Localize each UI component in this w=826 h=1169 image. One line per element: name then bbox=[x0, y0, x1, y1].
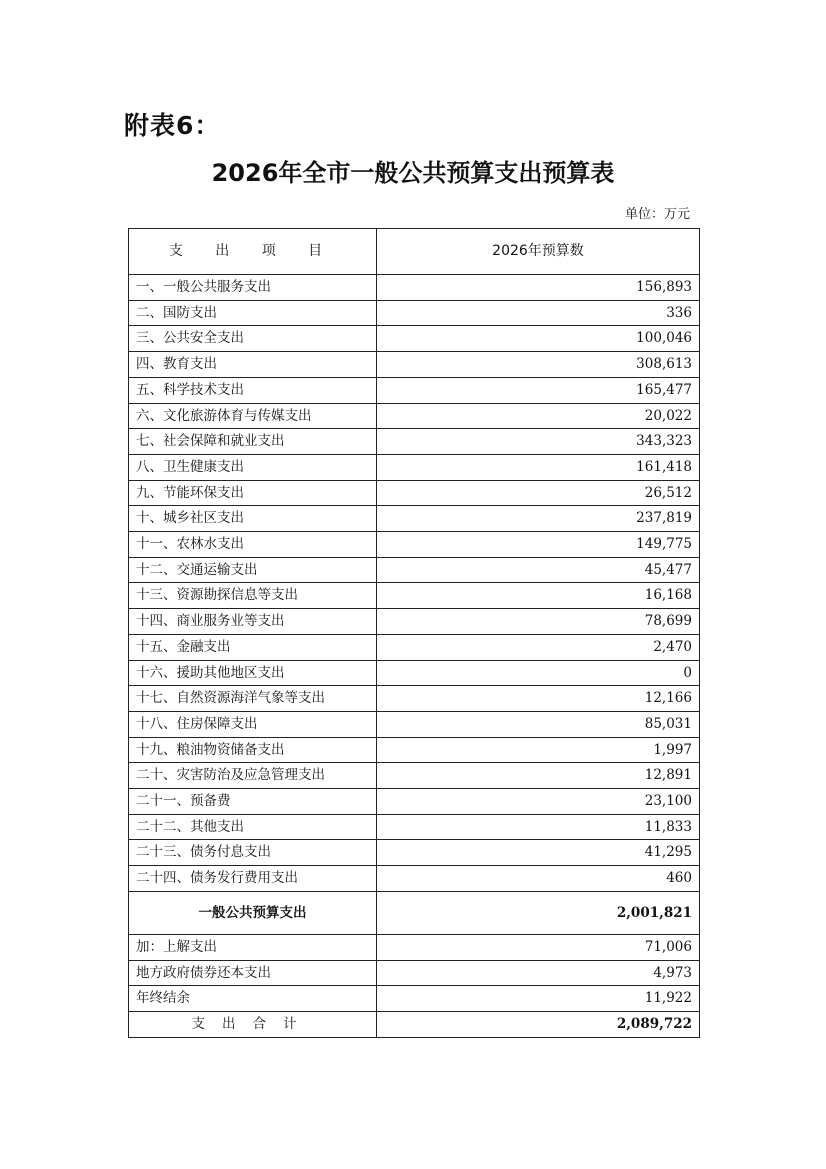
table-row bbox=[129, 506, 700, 532]
table-row bbox=[129, 737, 700, 763]
row-value: 26,512 bbox=[377, 480, 700, 506]
header-budget: 2026年预算数 bbox=[377, 229, 700, 275]
row-item: 十四、商业服务业等支出 bbox=[129, 609, 377, 635]
row-value: 85,031 bbox=[377, 711, 700, 737]
row-item: 十、城乡社区支出 bbox=[129, 506, 377, 532]
row-item: 八、卫生健康支出 bbox=[129, 454, 377, 480]
row-item: 十一、农林水支出 bbox=[129, 532, 377, 558]
header-item: 支 出 项 目 bbox=[129, 229, 377, 275]
row-item: 二十、灾害防治及应急管理支出 bbox=[129, 763, 377, 789]
table-row bbox=[129, 352, 700, 378]
row-item: 二、国防支出 bbox=[129, 300, 377, 326]
table-row bbox=[129, 480, 700, 506]
table-row bbox=[129, 763, 700, 789]
total-row bbox=[129, 1011, 700, 1037]
budget-table bbox=[128, 228, 700, 1038]
row-item: 五、科学技术支出 bbox=[129, 377, 377, 403]
subtotal-row bbox=[129, 891, 700, 934]
table-row bbox=[129, 557, 700, 583]
row-item: 十七、自然资源海洋气象等支出 bbox=[129, 686, 377, 712]
appendix-label: 附表6： bbox=[124, 111, 221, 140]
row-value: 1,997 bbox=[377, 737, 700, 763]
row-value: 308,613 bbox=[377, 352, 700, 378]
addition-value: 71,006 bbox=[377, 934, 700, 960]
row-value: 0 bbox=[377, 660, 700, 686]
addition-row bbox=[129, 934, 700, 960]
row-item: 一、一般公共服务支出 bbox=[129, 275, 377, 301]
row-item: 二十一、预备费 bbox=[129, 789, 377, 815]
row-item: 九、节能环保支出 bbox=[129, 480, 377, 506]
row-value: 16,168 bbox=[377, 583, 700, 609]
row-item: 二十四、债务发行费用支出 bbox=[129, 866, 377, 892]
table-body bbox=[129, 275, 700, 1038]
row-value: 20,022 bbox=[377, 403, 700, 429]
row-item: 三、公共安全支出 bbox=[129, 326, 377, 352]
row-value: 23,100 bbox=[377, 789, 700, 815]
table-row bbox=[129, 326, 700, 352]
addition-label: 年终结余 bbox=[129, 986, 377, 1012]
row-item: 十二、交通运输支出 bbox=[129, 557, 377, 583]
addition-row bbox=[129, 960, 700, 986]
table-row bbox=[129, 275, 700, 301]
row-value: 165,477 bbox=[377, 377, 700, 403]
table-row bbox=[129, 660, 700, 686]
row-value: 460 bbox=[377, 866, 700, 892]
row-value: 12,891 bbox=[377, 763, 700, 789]
row-value: 78,699 bbox=[377, 609, 700, 635]
table-row bbox=[129, 866, 700, 892]
row-value: 100,046 bbox=[377, 326, 700, 352]
table-row bbox=[129, 814, 700, 840]
addition-value: 11,922 bbox=[377, 986, 700, 1012]
table-row bbox=[129, 377, 700, 403]
table-row bbox=[129, 609, 700, 635]
row-value: 41,295 bbox=[377, 840, 700, 866]
table-row bbox=[129, 454, 700, 480]
row-item: 七、社会保障和就业支出 bbox=[129, 429, 377, 455]
table-row bbox=[129, 686, 700, 712]
row-item: 十九、粮油物资储备支出 bbox=[129, 737, 377, 763]
table-header-row bbox=[129, 229, 700, 275]
table-row bbox=[129, 789, 700, 815]
row-value: 156,893 bbox=[377, 275, 700, 301]
table-row bbox=[129, 583, 700, 609]
row-item: 十六、援助其他地区支出 bbox=[129, 660, 377, 686]
total-label: 支出合计 bbox=[129, 1011, 377, 1037]
row-item: 六、文化旅游体育与传媒支出 bbox=[129, 403, 377, 429]
row-item: 十八、住房保障支出 bbox=[129, 711, 377, 737]
unit-label: 单位：万元 bbox=[624, 207, 690, 222]
row-value: 343,323 bbox=[377, 429, 700, 455]
addition-row bbox=[129, 986, 700, 1012]
table-row bbox=[129, 403, 700, 429]
page-title: 2026年全市一般公共预算支出预算表 bbox=[211, 159, 615, 187]
subtotal-value: 2,001,821 bbox=[377, 891, 700, 934]
total-value: 2,089,722 bbox=[377, 1011, 700, 1037]
addition-label: 地方政府债券还本支出 bbox=[129, 960, 377, 986]
row-value: 149,775 bbox=[377, 532, 700, 558]
row-value: 12,166 bbox=[377, 686, 700, 712]
table-row bbox=[129, 840, 700, 866]
row-item: 二十二、其他支出 bbox=[129, 814, 377, 840]
row-item: 二十三、债务付息支出 bbox=[129, 840, 377, 866]
row-value: 45,477 bbox=[377, 557, 700, 583]
row-item: 十三、资源勘探信息等支出 bbox=[129, 583, 377, 609]
row-item: 十五、金融支出 bbox=[129, 634, 377, 660]
row-value: 336 bbox=[377, 300, 700, 326]
table-row bbox=[129, 300, 700, 326]
addition-label: 加：上解支出 bbox=[129, 934, 377, 960]
row-value: 2,470 bbox=[377, 634, 700, 660]
subtotal-label: 一般公共预算支出 bbox=[129, 891, 377, 934]
row-value: 237,819 bbox=[377, 506, 700, 532]
row-value: 11,833 bbox=[377, 814, 700, 840]
row-item: 四、教育支出 bbox=[129, 352, 377, 378]
table-row bbox=[129, 532, 700, 558]
table-row bbox=[129, 429, 700, 455]
addition-value: 4,973 bbox=[377, 960, 700, 986]
table-row bbox=[129, 634, 700, 660]
row-value: 161,418 bbox=[377, 454, 700, 480]
table-row bbox=[129, 711, 700, 737]
